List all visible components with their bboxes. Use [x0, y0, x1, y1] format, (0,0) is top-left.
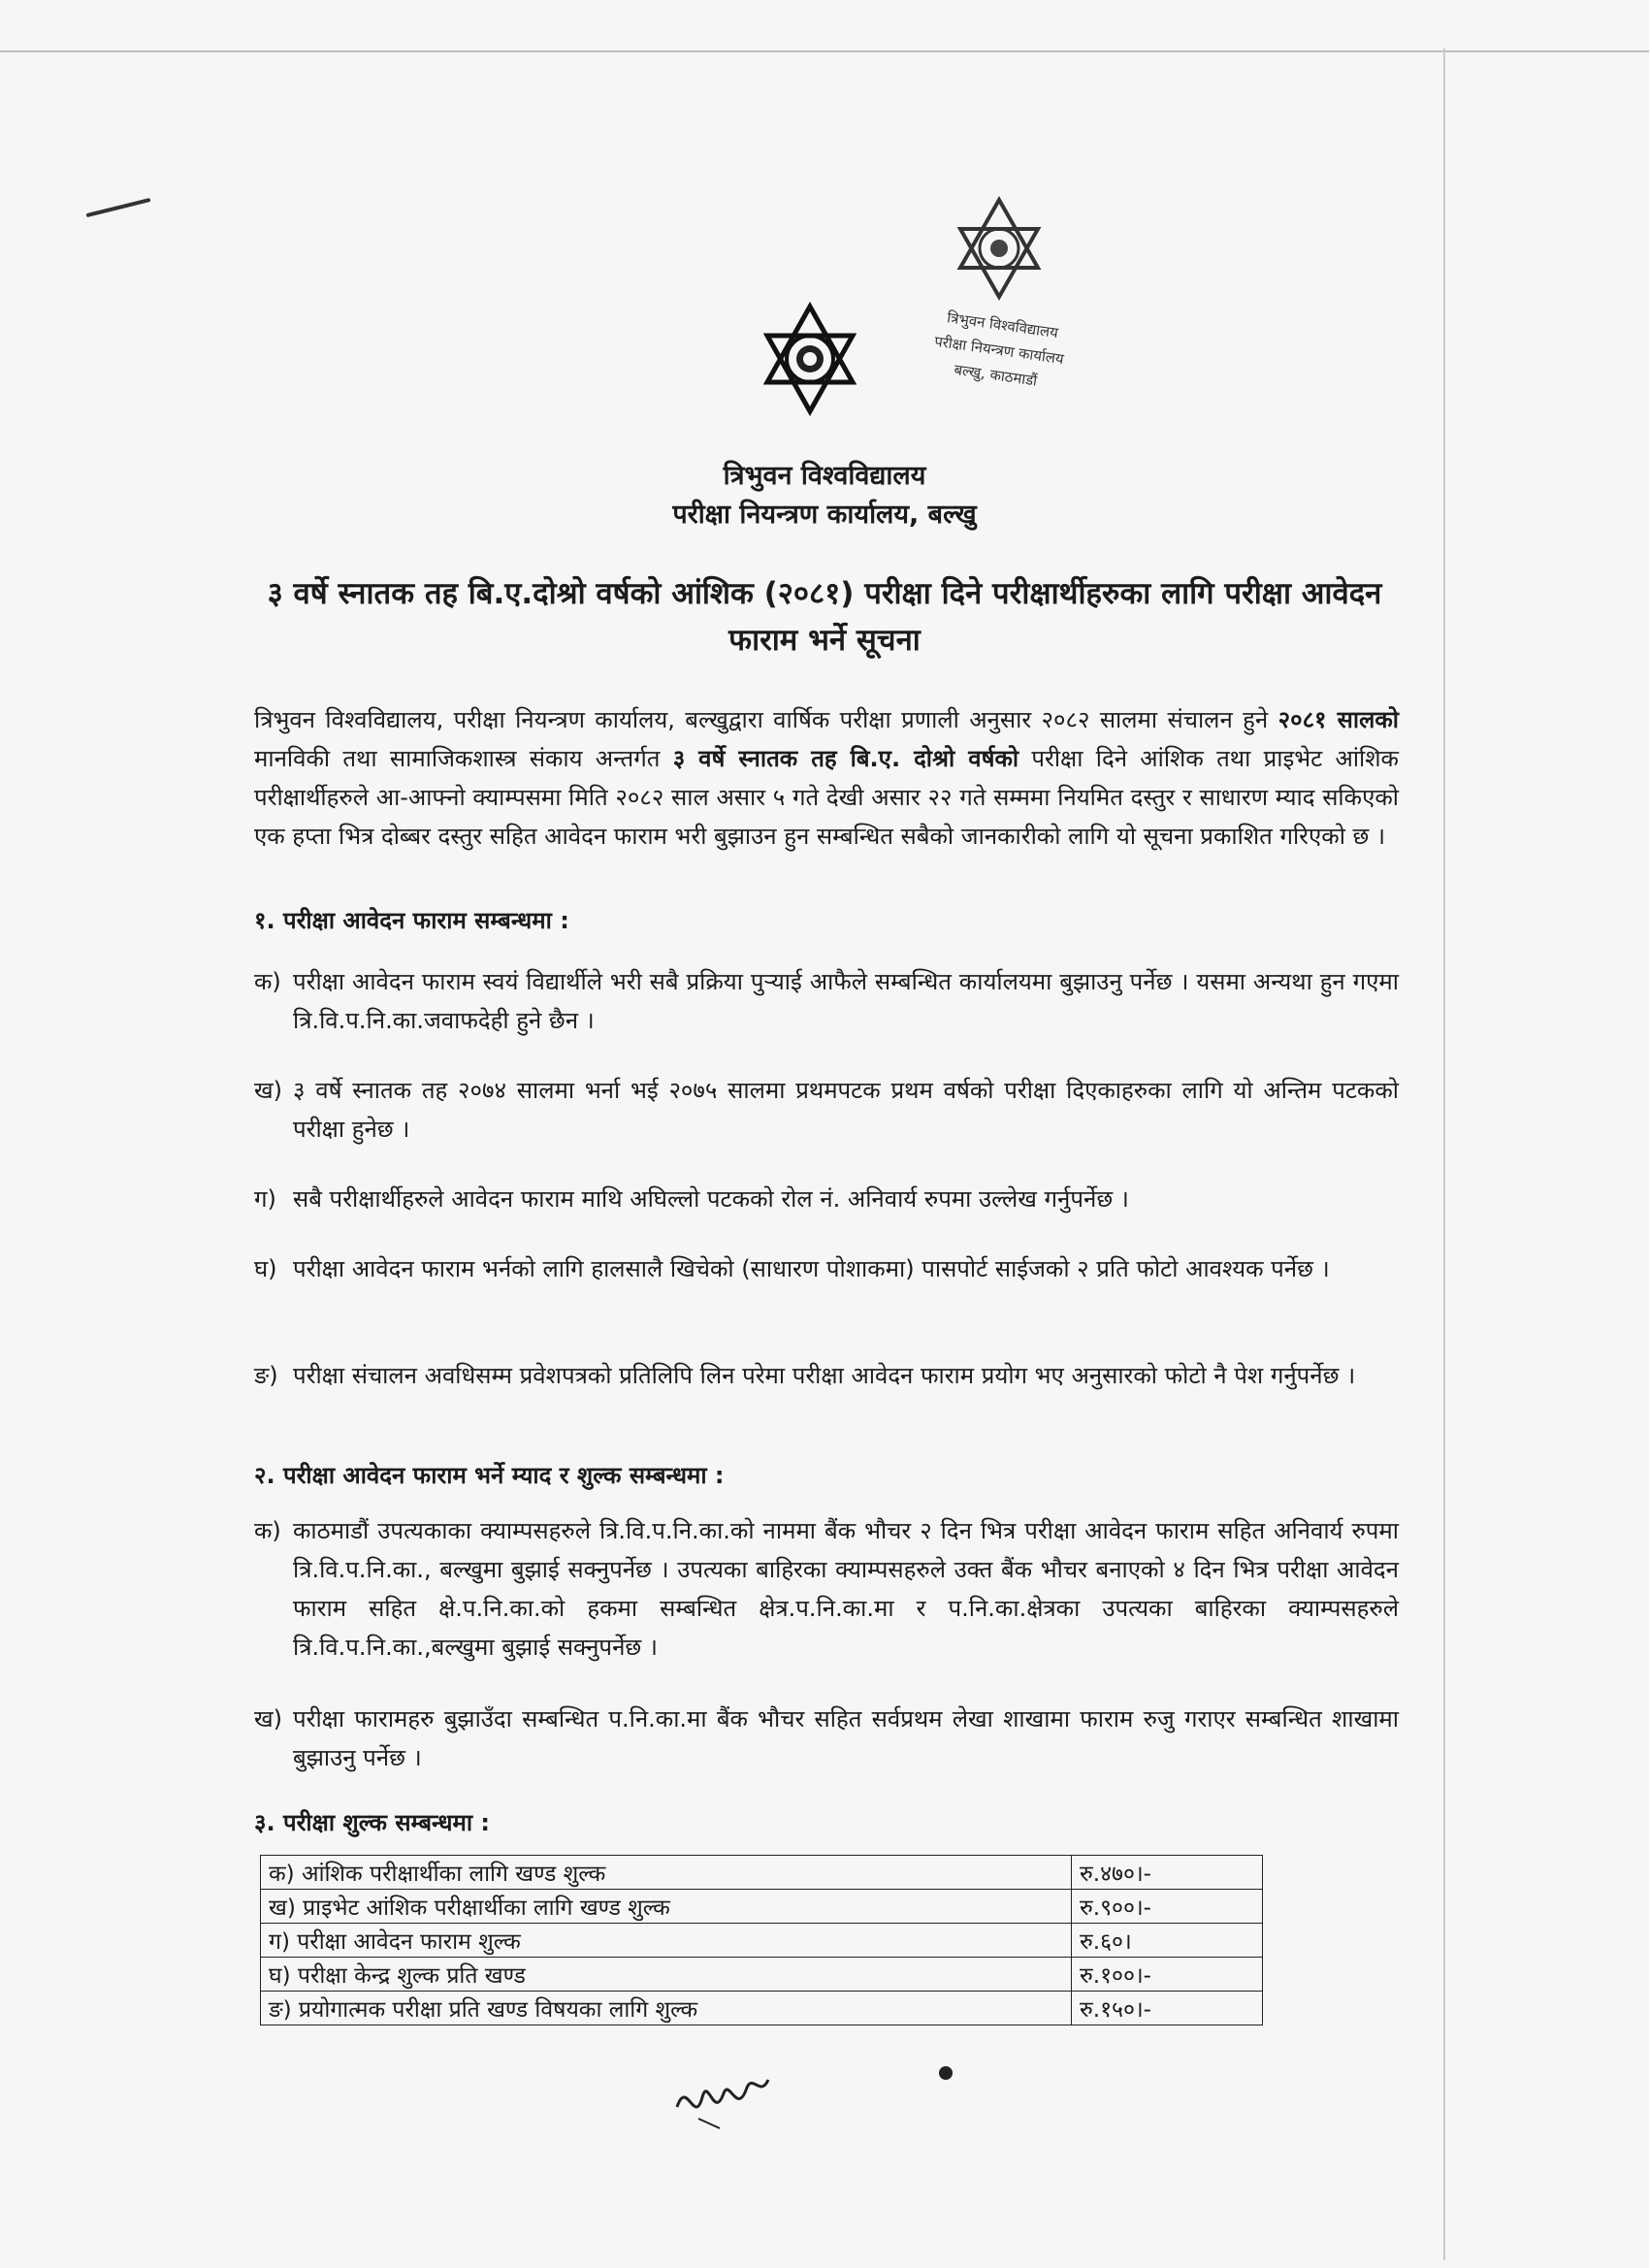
- section-3-heading: ३. परीक्षा शुल्क सम्बन्धमा :: [254, 1809, 490, 1836]
- seal-line-2: परीक्षा नियन्त्रण कार्यालय: [933, 332, 1065, 369]
- scan-edge-right: [1443, 49, 1445, 2260]
- section-2-heading: २. परीक्षा आवेदन फाराम भर्ने म्याद र शुल्क सम्बन्धमा :: [254, 1462, 725, 1489]
- item-label: ख): [254, 1077, 282, 1104]
- item-text: सबै परीक्षार्थीहरुले आवेदन फाराम माथि अघिल्लो पटकको रोल नं. अनिवार्य रुपमा उल्लेख गर्नुपर्नेछ ।: [293, 1185, 1129, 1213]
- table-row: [261, 1924, 1263, 1958]
- seal-line-3: बल्खु, काठमाडौं: [953, 360, 1039, 390]
- intro-text-d: ३ वर्षे स्नातक तह बि.ए. दोश्रो वर्षको: [672, 745, 1019, 772]
- fee-item: ग) परीक्षा आवेदन फाराम शुल्क: [261, 1924, 1072, 1958]
- table-row: [261, 1992, 1263, 2025]
- seal-line-1: त्रिभुवन विश्वविद्यालय: [946, 308, 1060, 342]
- intro-paragraph: [254, 700, 1399, 856]
- pen-mark: [86, 198, 151, 217]
- intro-text-b: २०८१ सालको: [1277, 706, 1400, 733]
- fee-table: [260, 1855, 1263, 2025]
- item-label: ख): [254, 1705, 282, 1733]
- section-1-item-nga: [254, 1356, 1399, 1395]
- notice-title: ३ वर्षे स्नातक तह बि.ए.दोश्रो वर्षको आंशिक (२०८१) परीक्षा दिने परीक्षार्थीहरुका लागि परीक्षा आवेदन फाराम भर्ने सूचना: [267, 576, 1382, 658]
- section-2-item-kha: [254, 1700, 1399, 1777]
- item-label: क): [254, 1517, 281, 1544]
- fee-amount: रु.१५०।-: [1072, 1992, 1263, 2025]
- intro-text-c: मानविकी तथा सामाजिकशास्त्र संकाय अन्तर्गत: [254, 745, 673, 772]
- item-text: काठमाडौं उपत्यकाका क्याम्पसहरुले त्रि.वि.प.नि.का.को नाममा बैंक भौचर २ दिन भित्र परीक्षा आवेदन फाराम सहित अनिवार्य रुपमा त्रि.वि.प.नि.का., बल्खुमा बुझाई सक्नुपर्नेछ । उपत्यका बाहिरका क्याम्पसहरुले उक्त बैंक भौचर बनाएको ४ दिन भित्र परीक्षा आवेदन फाराम सहित क्षे.प.नि.का.को हकमा सम्बन्धित क्षेत्र.प.नि.का.मा र प.नि.का.क्षेत्रका उपत्यका बाहिरका क्याम्पसहरुले त्रि.वि.प.नि.का.,बल्खुमा बुझाई सक्नुपर्नेछ ।: [293, 1517, 1399, 1661]
- signature-mark: [669, 2058, 776, 2136]
- fee-amount: रु.१००।-: [1072, 1958, 1263, 1992]
- section-1-item-ka: [254, 962, 1399, 1040]
- fee-amount: रु.६०।: [1072, 1924, 1263, 1958]
- item-label: घ): [254, 1255, 277, 1282]
- item-text: परीक्षा आवेदन फाराम भर्नको लागि हालसालै खिचेको (साधारण पोशाकमा) पासपोर्ट साईजको २ प्रति फोटो आवश्यक पर्नेछ ।: [293, 1255, 1330, 1282]
- section-1-item-ga: [254, 1180, 1399, 1218]
- item-text: परीक्षा आवेदन फाराम स्वयं विद्यार्थीले भरी सबै प्रक्रिया पुऱ्याई आफैले सम्बन्धित कार्यालयमा बुझाउनु पर्नेछ । यसमा अन्यथा हुन गएमा त्रि.वि.प.नि.का.जवाफदेही हुने छैन ।: [293, 968, 1399, 1034]
- table-row: [261, 1958, 1263, 1992]
- section-1-heading: १. परीक्षा आवेदन फाराम सम्बन्धमा :: [254, 907, 569, 934]
- intro-text-e: परीक्षा दिने आंशिक तथा प्राइभेट आंशिक परीक्षार्थीहरुले आ-आफ्नो क्याम्पसमा मिति २०८२ साल असार ५ गते देखी असार २२ गते सम्ममा नियमित दस्तुर र साधारण म्याद सकिएको एक हप्ता भित्र दोब्बर दस्तुर सहित आवेदन फाराम भरी बुझाउन हुन सम्बन्धित सबैको जानकारीको लागि यो सूचना प्रकाशित गरिएको छ ।: [254, 745, 1399, 850]
- fee-amount: रु.९००।-: [1072, 1890, 1263, 1924]
- item-text: परीक्षा संचालन अवधिसम्म प्रवेशपत्रको प्रतिलिपि लिन परेमा परीक्षा आवेदन फाराम प्रयोग भए अनुसारको फोटो नै पेश गर्नुपर्नेछ ।: [293, 1362, 1356, 1389]
- fee-amount: रु.४७०।-: [1072, 1856, 1263, 1890]
- section-1-item-kha: [254, 1071, 1399, 1149]
- table-row: [261, 1890, 1263, 1924]
- office-name: परीक्षा नियन्त्रण कार्यालय, बल्खु: [672, 500, 977, 530]
- item-text: ३ वर्षे स्नातक तह २०७४ सालमा भर्ना भई २०७५ सालमा प्रथमपटक प्रथम वर्षको परीक्षा दिएकाहरुका लागि यो अन्तिम पटकको परीक्षा हुनेछ ।: [293, 1077, 1399, 1143]
- table-row: [261, 1856, 1263, 1890]
- ink-dot: [939, 2066, 953, 2080]
- section-2-item-ka: [254, 1511, 1399, 1667]
- item-label: ङ): [254, 1362, 278, 1389]
- item-text: परीक्षा फारामहरु बुझाउँदा सम्बन्धित प.नि.का.मा बैंक भौचर सहित सर्वप्रथम लेखा शाखामा फाराम रुजु गराएर सम्बन्धित शाखामा बुझाउनु पर्नेछ ।: [293, 1705, 1399, 1771]
- section-1-item-gha: [254, 1249, 1399, 1288]
- item-label: ग): [254, 1185, 276, 1213]
- fee-item: क) आंशिक परीक्षार्थीका लागि खण्ड शुल्क: [261, 1856, 1072, 1890]
- fee-item: घ) परीक्षा केन्द्र शुल्क प्रति खण्ड: [261, 1958, 1072, 1992]
- office-seal-icon: [917, 194, 1082, 320]
- intro-text-a: त्रिभुवन विश्वविद्यालय, परीक्षा नियन्त्रण कार्यालय, बल्खुद्वारा वार्षिक परीक्षा प्रणाली अनुसार २०८२ सालमा संचालन हुने: [254, 706, 1278, 733]
- fee-item: ख) प्राइभेट आंशिक परीक्षार्थीका लागि खण्ड शुल्क: [261, 1890, 1072, 1924]
- scan-edge-top: [0, 50, 1649, 52]
- university-name: त्रिभुवन विश्वविद्यालय: [723, 461, 926, 491]
- item-label: क): [254, 968, 281, 995]
- emblem-icon: [752, 301, 868, 417]
- fee-item: ङ) प्रयोगात्मक परीक्षा प्रति खण्ड विषयका लागि शुल्क: [261, 1992, 1072, 2025]
